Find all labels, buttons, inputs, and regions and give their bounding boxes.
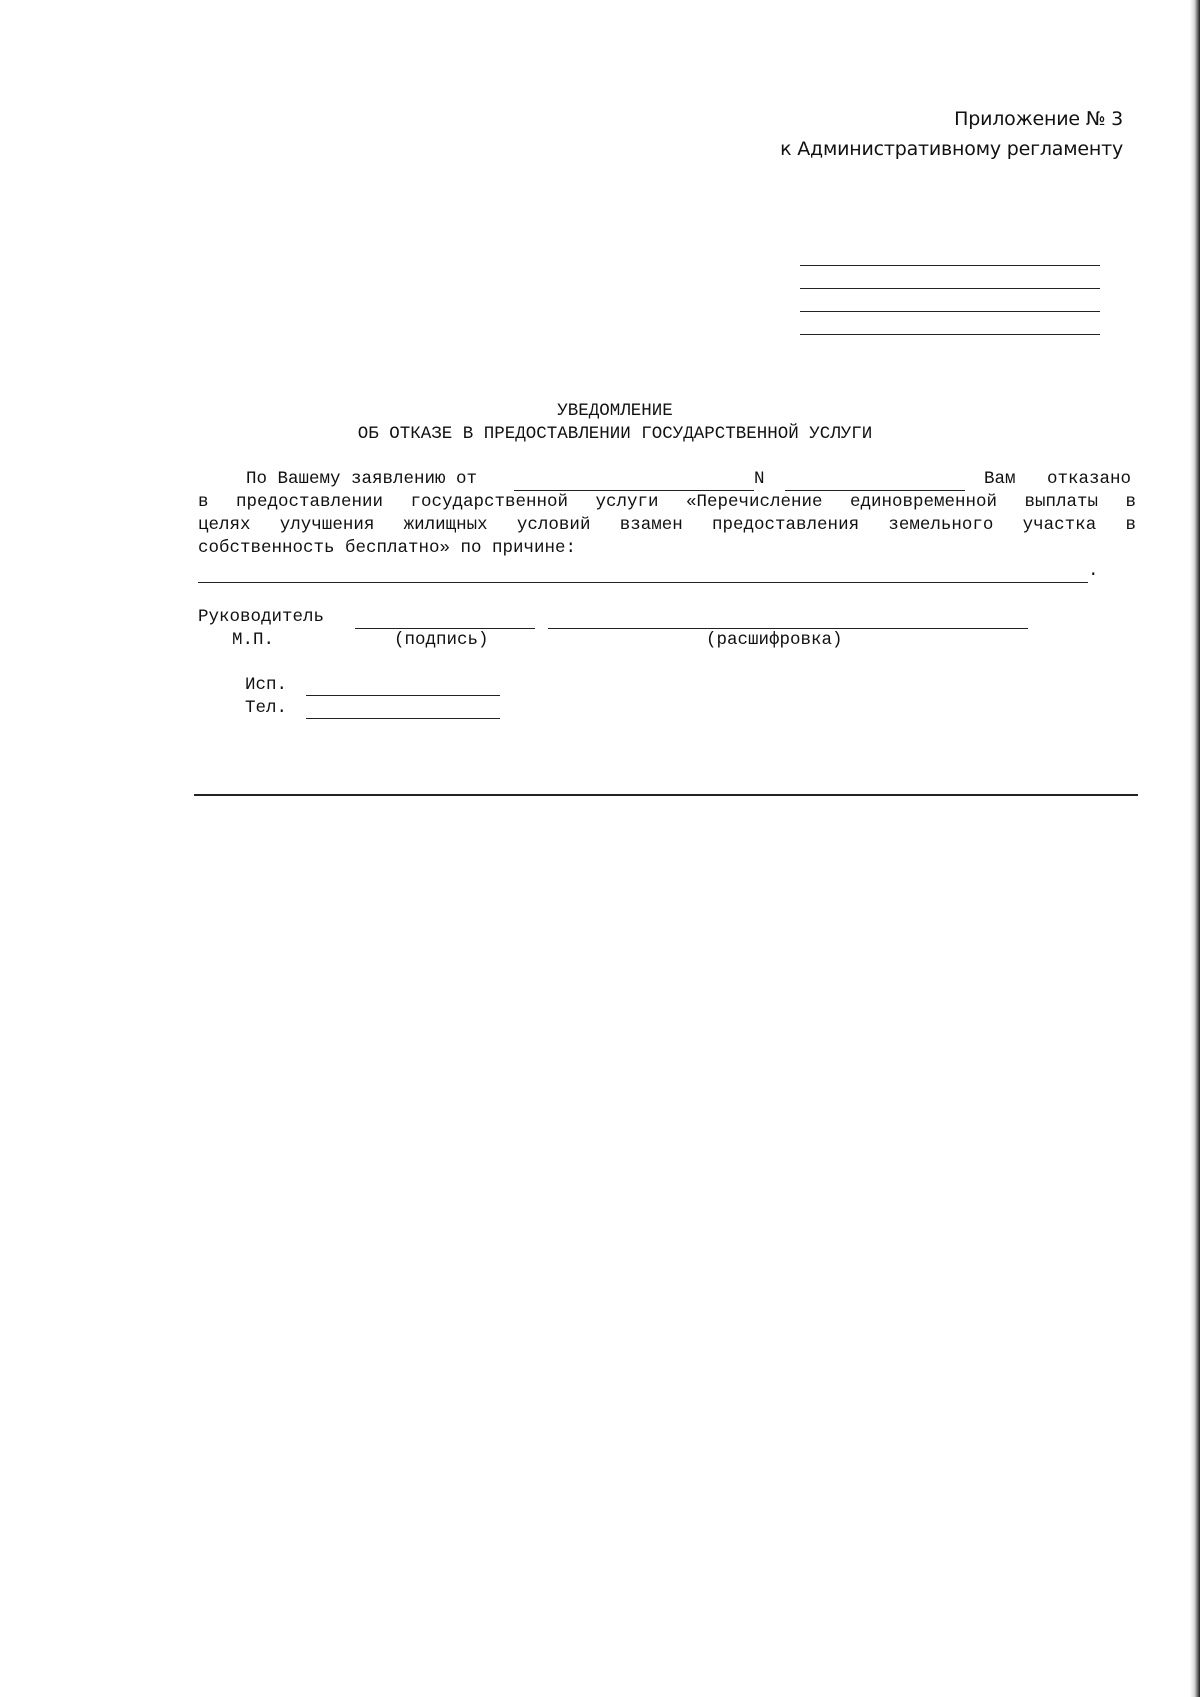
body-line-3: целях улучшения жилищных условий взамен предоставления земельного участка в bbox=[198, 515, 1136, 535]
head-label: Руководитель bbox=[198, 607, 325, 627]
reason-period: . bbox=[1088, 561, 1099, 581]
addressee-line-2 bbox=[800, 288, 1100, 289]
notice-subtitle: ОБ ОТКАЗЕ В ПРЕДОСТАВЛЕНИИ ГОСУДАРСТВЕННОЙ УСЛУГИ bbox=[357, 424, 873, 444]
scan-page-edge bbox=[1190, 0, 1200, 1697]
refusal-text: Вам отказано bbox=[984, 469, 1132, 489]
decode-caption: (расшифровка) bbox=[706, 630, 843, 650]
appendix-reference bbox=[780, 104, 1123, 164]
body-line-4: собственность бесплатно» по причине: bbox=[198, 538, 577, 558]
stamp-label: М.П. bbox=[232, 630, 275, 650]
executor-label: Исп. bbox=[245, 675, 288, 695]
phone-blank bbox=[306, 718, 500, 719]
addressee-line-4 bbox=[800, 334, 1100, 335]
addressee-line-1 bbox=[800, 265, 1100, 266]
notice-title: УВЕДОМЛЕНИЕ bbox=[557, 401, 673, 421]
executor-blank bbox=[306, 695, 500, 696]
phone-label: Тел. bbox=[245, 698, 288, 718]
addressee-line-3 bbox=[800, 311, 1100, 312]
appendix-regulation: к Административному регламенту bbox=[780, 138, 1123, 160]
appendix-number: Приложение № 3 bbox=[954, 108, 1123, 130]
signature-caption: (подпись) bbox=[394, 630, 489, 650]
body-line-2: в предоставлении государственной услуги «Перечисление единовременной выплаты в bbox=[198, 492, 1136, 512]
bottom-rule bbox=[194, 794, 1138, 796]
reason-blank bbox=[198, 582, 1088, 583]
application-intro: По Вашему заявлению от bbox=[246, 469, 478, 489]
application-number-label: N bbox=[754, 469, 765, 489]
